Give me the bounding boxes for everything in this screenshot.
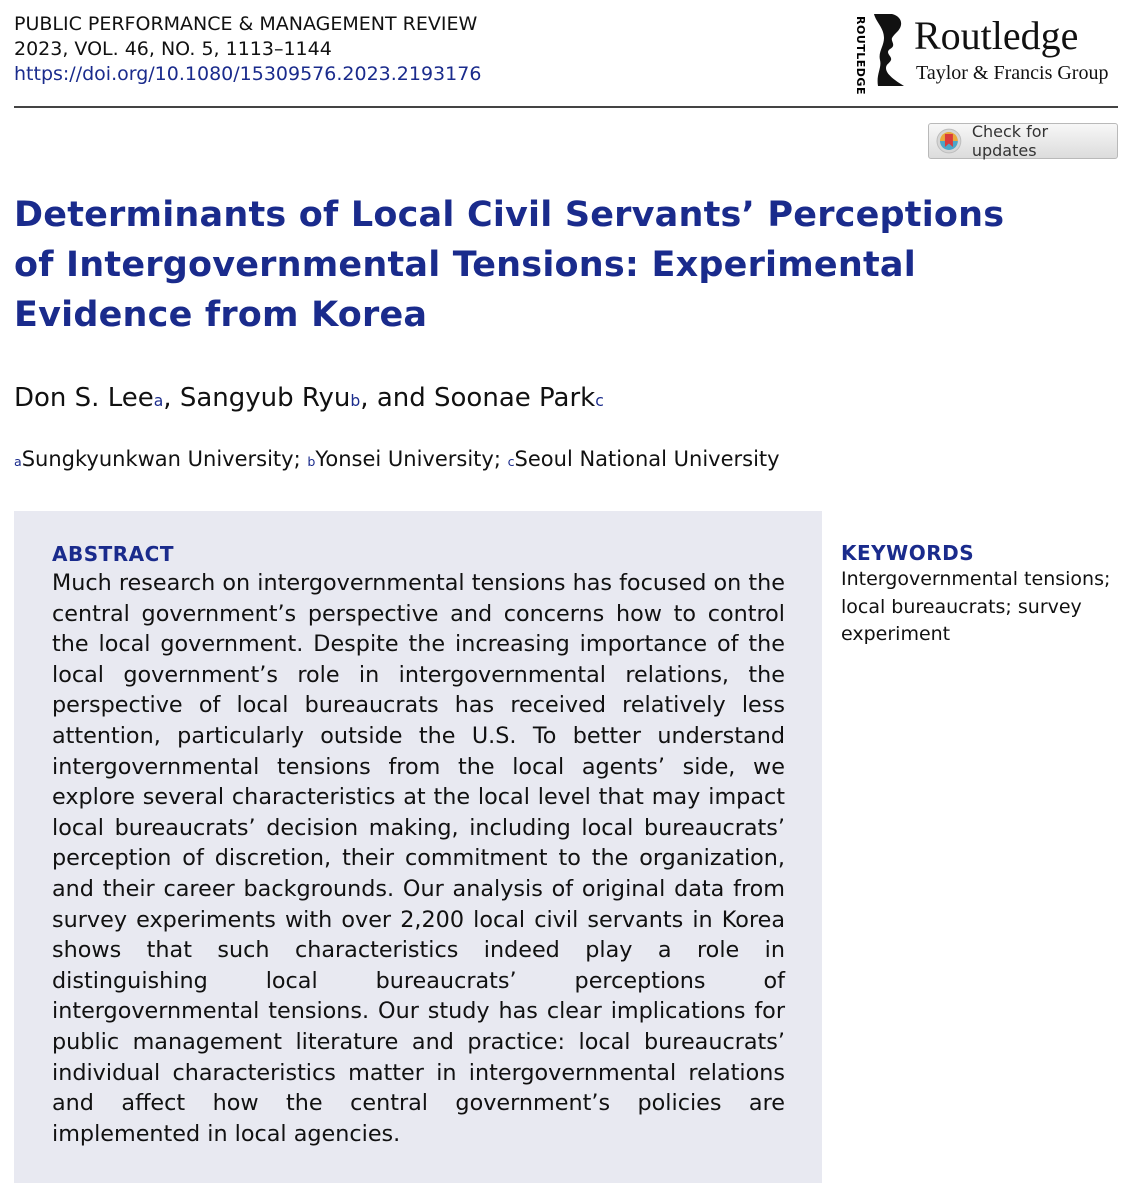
keywords-heading: KEYWORDS: [841, 541, 975, 565]
affil-name: Seoul National University: [514, 447, 780, 471]
affil-name: Sungkyunkwan University;: [21, 447, 308, 471]
journal-issue: 2023, VOL. 46, NO. 5, 1113–1144: [14, 38, 332, 60]
author-affil-marker[interactable]: a: [153, 392, 164, 410]
author-affil-marker[interactable]: b: [350, 392, 361, 410]
affil-name: Yonsei University;: [315, 447, 508, 471]
affil-marker: a: [14, 454, 22, 469]
header-divider: [14, 106, 1118, 108]
journal-name: PUBLIC PERFORMANCE & MANAGEMENT REVIEW: [14, 13, 478, 35]
crossmark-icon: [936, 128, 962, 154]
abstract-heading: ABSTRACT: [52, 542, 174, 566]
publisher-name: Routledge: [914, 13, 1079, 58]
author-name[interactable]: Sangyub Ryu: [179, 383, 351, 413]
check-for-updates-button[interactable]: [928, 123, 1118, 159]
publisher-logo[interactable]: [854, 12, 1118, 95]
journal-header: [14, 12, 481, 87]
abstract-text: Much research on intergovernmental tensions has focused on the central government’s perspective and concerns how to control the local government. Despite the increasing importance of the local government’s role in intergovernmental relations, the perspective of local bureaucrats has received relatively less attention, particularly outside the U.S. To better understand intergovernmental tensions from the local agents’ side, we explore several characteristics at the local level that may impact local bureaucrats’ decision making, including local bureaucrats’ perception of discretion, their commitment to the organization, and their career backgrounds. Our analysis of original data from survey experiments with over 2,200 local civil servants in Korea shows that such characteristics indeed play a role in distinguishing local bureaucrats’ perceptions of intergovernmental tensions. Our study has clear implications for public management literature and practice: local bureaucrats’ individual characteristics matter in intergovernmental relations and affect how the central government’s policies are implemented in local agencies.: [52, 570, 785, 1147]
article-title: Determinants of Local Civil Servants’ Perceptions of Intergovernmental Tensions: Experimental Evidence from Korea: [14, 195, 1005, 335]
author-affil-marker[interactable]: c: [595, 392, 604, 410]
publisher-group: Taylor & Francis Group: [916, 62, 1109, 84]
routledge-profile-logo-icon: [870, 12, 906, 88]
author-name[interactable]: Don S. Lee: [14, 383, 154, 413]
author-list: [14, 381, 604, 415]
doi-link[interactable]: https://doi.org/10.1080/15309576.2023.2193176: [14, 63, 482, 85]
author-separator: , and: [360, 383, 435, 413]
keywords-text: Intergovernmental tensions; local bureaucrats; survey experiment: [841, 568, 1111, 645]
check-for-updates-label: Check for updates: [971, 122, 1049, 160]
author-separator: ,: [163, 383, 180, 413]
publisher-side-label: ROUTLEDGE: [854, 16, 867, 95]
affiliations: [14, 444, 780, 474]
author-name[interactable]: Soonae Park: [434, 383, 596, 413]
affil-marker: c: [507, 454, 515, 469]
abstract-panel: [14, 511, 822, 1183]
affil-marker: b: [307, 454, 316, 469]
